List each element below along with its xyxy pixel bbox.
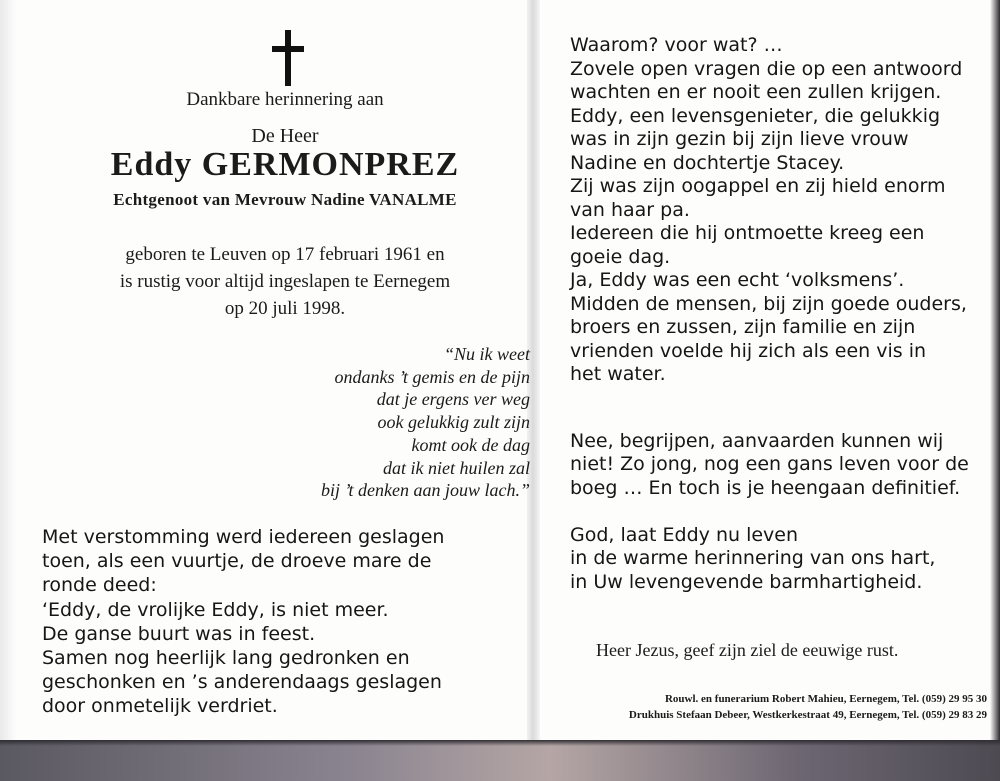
poem-line: bij ’t denken aan jouw lach.”	[321, 480, 530, 501]
text-line: Met verstomming werd iedereen geslagen	[42, 526, 445, 548]
deceased-name: Eddy GERMONPREZ	[110, 146, 460, 183]
text-line: God, laat Eddy nu leven	[570, 524, 799, 546]
poem-line: “Nu ik weet	[444, 344, 530, 364]
intro-text: Dankbare herinnering aan	[186, 89, 384, 110]
memorial-text-right	[570, 34, 967, 387]
latin-cross-icon	[265, 30, 311, 86]
text-line: wachten en er nooit een zullen krijgen.	[570, 81, 942, 103]
text-line: Zovele open vragen die op een antwoord	[570, 57, 963, 80]
poem-line: dat ik niet huilen zal	[383, 457, 530, 478]
text-line: goeie dag.	[570, 245, 671, 268]
text-line: ‘Eddy, de vrolijke Eddy, is niet meer.	[42, 598, 389, 621]
memorial-prayer-paragraph	[570, 524, 935, 594]
memorial-text-left	[42, 525, 444, 719]
poem	[321, 343, 530, 502]
text-line: het water.	[570, 363, 666, 385]
text-line: door onmetelijk verdriet.	[42, 695, 278, 718]
text-line: boeg … En toch is je heengaan definitief.	[570, 476, 961, 499]
background-surface	[0, 740, 1000, 781]
text-line: Samen nog heerlijk lang gedronken en	[42, 647, 410, 670]
spouse-line: Echtgenoot van Mevrouw Nadine VANALME	[113, 190, 457, 209]
text-line: Midden de mensen, bij zijn goede ouders,	[570, 292, 967, 315]
memorial-paragraph-2	[570, 430, 969, 500]
text-line: in Uw levengevende barmhartigheid.	[570, 570, 923, 593]
text-line: Zij was zijn oogappel en zij hield enorm	[570, 175, 946, 197]
text-line: Nadine en dochtertje Stacey.	[570, 151, 845, 174]
text-line: niet! Zo jong, nog een gans leven voor de	[570, 453, 969, 476]
poem-line: ook gelukkig zult zijn	[377, 412, 530, 433]
printer-credits	[567, 691, 987, 723]
card-edge-shadow	[0, 0, 16, 740]
text-line: De ganse buurt was in feest.	[42, 622, 316, 645]
birth-line: geboren te Leuven op 17 februari 1961 en	[125, 244, 445, 265]
text-line: vrienden voelde hij zich als een vis in	[570, 339, 927, 362]
text-line: Nee, begrijpen, aanvaarden kunnen wij	[570, 430, 944, 452]
credit-line: Rouwl. en funerarium Robert Mahieu, Eernegem, Tel. (059) 29 95 30	[664, 693, 987, 705]
honorific: De Heer	[251, 125, 319, 147]
birth-line: is rustig voor altijd ingeslapen te Eernegem	[119, 271, 451, 292]
poem-line: dat je ergens ver weg	[376, 389, 530, 410]
birth-death-details	[20, 241, 550, 322]
text-line: Eddy, een levensgenieter, die gelukkig	[570, 104, 941, 127]
text-line: geschonken en ’s anderendaags geslagen	[42, 671, 442, 694]
text-line: Waarom? voor wat? …	[570, 34, 783, 56]
text-line: ronde deed:	[42, 574, 157, 597]
closing-prayer: Heer Jezus, geef zijn ziel de eeuwige rust.	[596, 640, 899, 660]
birth-line: op 20 juli 1998.	[224, 298, 346, 319]
card-right-edge	[990, 0, 1000, 740]
text-line: was in zijn gezin bij zijn lieve vrouw	[570, 128, 909, 150]
text-line: toen, als een vuurtje, de droeve mare de	[42, 550, 432, 573]
poem-line: ondanks ’t gemis en de pijn	[334, 366, 530, 387]
text-line: Iedereen die hij ontmoette kreeg een	[570, 222, 925, 244]
poem-line: komt ook de dag	[411, 434, 530, 455]
text-line: van haar pa.	[570, 198, 690, 221]
text-line: broers en zussen, zijn familie en zijn	[570, 316, 916, 338]
text-line: in de warme herinnering van ons hart,	[570, 547, 936, 570]
credit-line: Drukhuis Stefaan Debeer, Westkerkestraat 49, Eernegem, Tel. (059) 29 83 29	[628, 709, 987, 721]
text-line: Ja, Eddy was een echt ‘volksmens’.	[570, 269, 905, 291]
